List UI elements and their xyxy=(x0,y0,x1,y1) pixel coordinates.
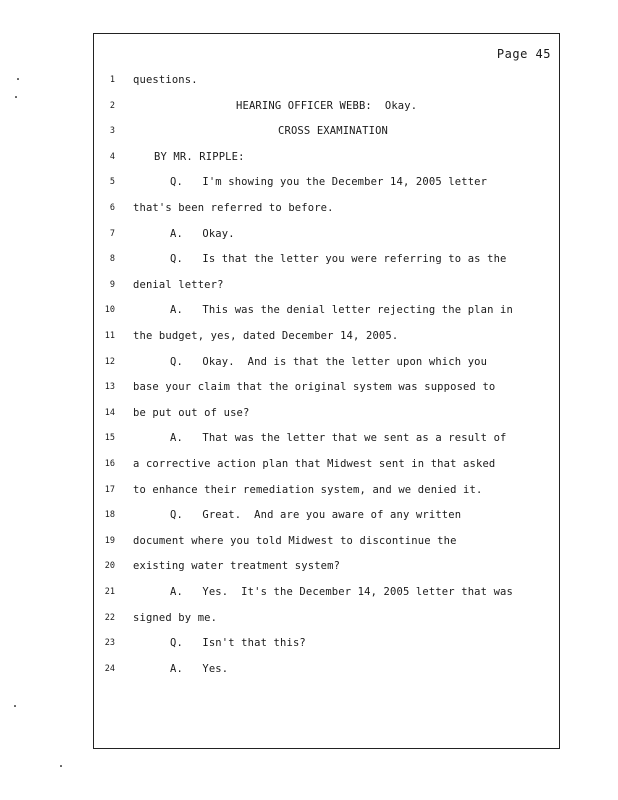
line-text: a corrective action plan that Midwest sent in that asked xyxy=(133,458,496,470)
line-text: A. Yes. xyxy=(170,662,229,675)
line-text: document where you told Midwest to discontinue the xyxy=(133,534,457,547)
line-number: 8 xyxy=(109,254,115,265)
line-number: 23 xyxy=(104,638,115,649)
line-number: 12 xyxy=(104,356,115,367)
line-text: Q. Okay. And is that the letter upon which you xyxy=(170,355,488,368)
line-text: A. Okay. xyxy=(170,227,235,240)
line-number: 21 xyxy=(104,587,115,597)
line-number: 22 xyxy=(104,612,115,623)
line-text: Q. Is that the letter you were referring to as the xyxy=(170,253,507,266)
line-number: 9 xyxy=(109,279,115,290)
line-text: Q. Great. And are you aware of any written xyxy=(170,509,462,522)
line-text: Q. I'm showing you the December 14, 2005 letter xyxy=(170,176,488,189)
line-number: 3 xyxy=(109,126,115,137)
line-text: HEARING OFFICER WEBB: Okay. xyxy=(236,99,418,112)
line-number: 16 xyxy=(104,459,115,469)
line-number: 6 xyxy=(109,203,115,213)
line-text: base your claim that the original system was supposed to xyxy=(133,381,496,394)
line-number: 14 xyxy=(104,407,115,418)
line-text: A. Yes. It's the December 14, 2005 letter that was xyxy=(170,586,513,598)
line-text: be put out of use? xyxy=(133,406,250,419)
line-number: 24 xyxy=(104,663,115,674)
line-number: 19 xyxy=(104,535,115,546)
line-number: 1 xyxy=(109,75,115,85)
line-number: 4 xyxy=(109,151,115,162)
line-text: CROSS EXAMINATION xyxy=(278,125,389,138)
page-number: Page 45 xyxy=(496,47,551,61)
line-number: 2 xyxy=(109,100,115,111)
line-text: denial letter? xyxy=(133,278,224,291)
line-text: A. This was the denial letter rejecting the plan in xyxy=(170,304,513,317)
line-number: 13 xyxy=(104,382,115,393)
line-text: questions. xyxy=(133,74,198,86)
line-text: to enhance their remediation system, and we denied it. xyxy=(133,483,483,496)
scan-speck xyxy=(60,765,62,767)
scan-speck xyxy=(17,78,19,80)
scan-speck xyxy=(14,705,16,707)
line-text: Q. Isn't that this? xyxy=(170,637,306,650)
line-text: A. That was the letter that we sent as a result of xyxy=(170,432,507,445)
line-number: 7 xyxy=(109,228,115,239)
line-text: signed by me. xyxy=(133,611,218,624)
line-number: 15 xyxy=(104,433,115,444)
line-number: 11 xyxy=(104,331,115,341)
line-number: 17 xyxy=(104,484,115,495)
line-text: existing water treatment system? xyxy=(133,560,341,573)
line-number: 18 xyxy=(104,510,115,521)
line-number: 20 xyxy=(104,561,115,572)
line-text: BY MR. RIPPLE: xyxy=(154,150,245,163)
line-number: 5 xyxy=(109,177,115,188)
scan-speck xyxy=(15,96,17,98)
line-text: that's been referred to before. xyxy=(133,202,334,214)
line-number: 10 xyxy=(104,305,115,316)
line-text: the budget, yes, dated December 14, 2005. xyxy=(133,330,399,342)
